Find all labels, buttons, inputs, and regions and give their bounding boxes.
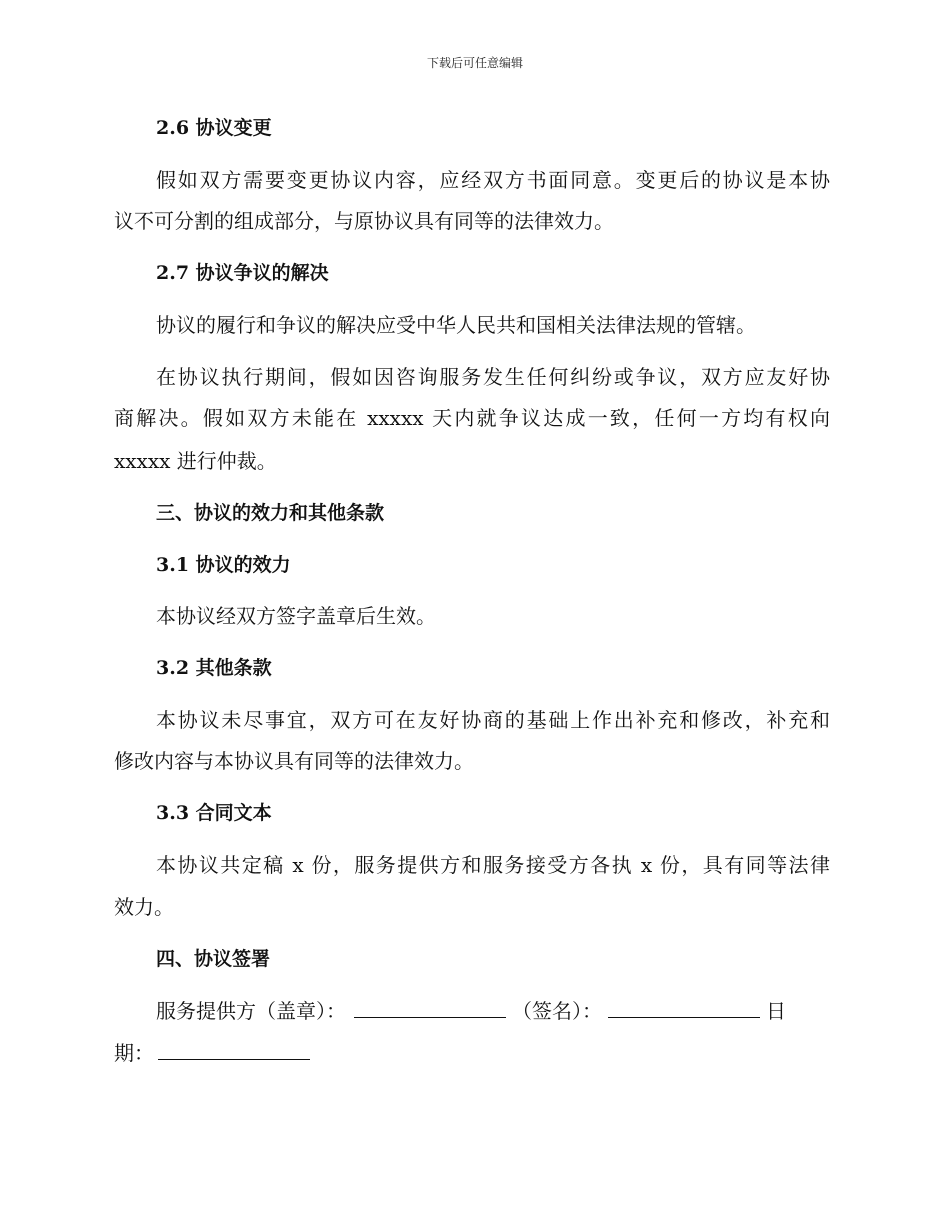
section-heading-2-7: 2.7 协议争议的解决 <box>156 262 329 284</box>
paragraph-line: 协议的履行和争议的解决应受中华人民共和国相关法律法规的管辖。 <box>156 313 756 337</box>
date-label-start: 日 <box>766 999 786 1023</box>
paragraph-line: 修改内容与本协议具有同等的法律效力。 <box>114 749 474 773</box>
chapter-heading-4: 四、协议签署 <box>156 948 271 970</box>
section-heading-2-6: 2.6 协议变更 <box>156 117 272 139</box>
provider-seal-label: 服务提供方（盖章）： <box>156 999 346 1023</box>
signature-name-blank[interactable] <box>608 997 760 1018</box>
paragraph-line: 本协议共定稿 x 份，服务提供方和服务接受方各执 x 份，具有同等法律 <box>156 853 830 877</box>
paragraph-line: 在协议执行期间，假如因咨询服务发生任何纠纷或争议，双方应友好协 <box>156 365 830 389</box>
date-blank[interactable] <box>158 1039 310 1060</box>
date-line <box>114 1039 316 1067</box>
section-heading-3-2: 3.2 其他条款 <box>156 657 272 679</box>
provider-seal-blank[interactable] <box>354 997 506 1018</box>
chapter-heading-3: 三、协议的效力和其他条款 <box>156 502 385 524</box>
paragraph-line: xxxxx 进行仲裁。 <box>114 449 277 473</box>
paragraph-line: 本协议经双方签字盖章后生效。 <box>156 604 436 628</box>
section-heading-3-3: 3.3 合同文本 <box>156 802 272 824</box>
page-header: 下载后可任意编辑 <box>426 56 523 70</box>
signature-name-label: （签名）： <box>512 999 602 1023</box>
paragraph-line: 效力。 <box>114 895 174 919</box>
paragraph-line: 商解决。假如双方未能在 xxxxx 天内就争议达成一致，任何一方均有权向 <box>114 406 830 430</box>
paragraph-line: 议不可分割的组成部分，与原协议具有同等的法律效力。 <box>114 209 614 233</box>
section-heading-3-1: 3.1 协议的效力 <box>156 554 291 576</box>
date-label-end: 期： <box>114 1041 154 1065</box>
paragraph-line: 假如双方需要变更协议内容，应经双方书面同意。变更后的协议是本协 <box>156 168 830 192</box>
signature-line <box>156 997 786 1025</box>
paragraph-line: 本协议未尽事宜，双方可在友好协商的基础上作出补充和修改，补充和 <box>156 708 830 732</box>
